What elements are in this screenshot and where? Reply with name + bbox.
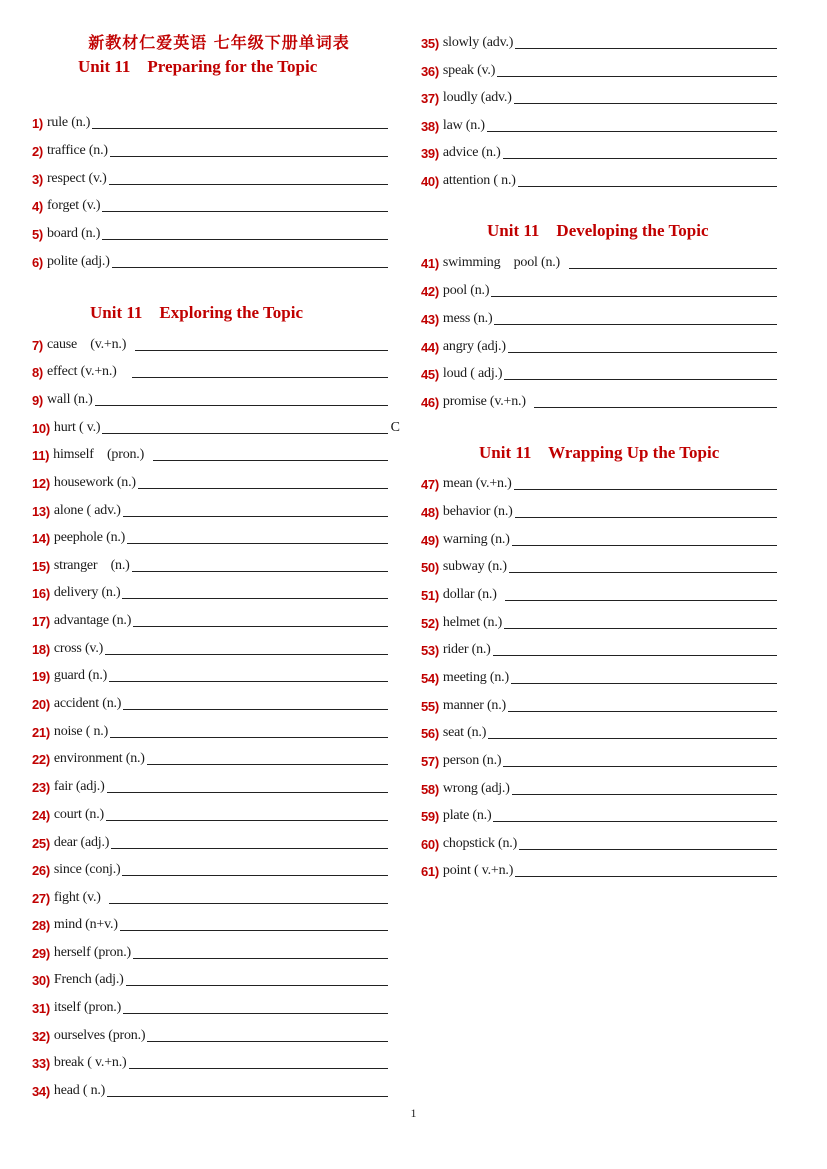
vocab-row — [32, 166, 388, 186]
vocab-word: mean (v.+n.) — [442, 476, 512, 491]
vocab-word: advice (n.) — [442, 145, 501, 160]
vocab-row — [32, 719, 388, 739]
answer-line[interactable] — [515, 875, 777, 877]
answer-line[interactable] — [132, 570, 388, 572]
vocab-word: effect (v.+n.) — [46, 364, 130, 379]
vocab-number: 48) — [421, 505, 439, 520]
vocab-row — [32, 387, 388, 407]
vocab-word: fight (v.) — [53, 890, 108, 905]
vocab-number: 15) — [32, 559, 50, 574]
answer-line[interactable] — [504, 378, 777, 380]
vocab-number: 4) — [32, 199, 43, 214]
vocab-word: loud ( adj.) — [442, 366, 503, 381]
vocab-word: slowly (adv.) — [442, 35, 514, 50]
vocab-number: 14) — [32, 531, 50, 546]
vocab-word: break ( v.+n.) — [53, 1055, 127, 1070]
vocab-number: 7) — [32, 338, 43, 353]
vocab-word: rider (n.) — [442, 642, 491, 657]
vocab-word: speak (v.) — [442, 63, 496, 78]
answer-line[interactable] — [515, 516, 777, 518]
vocab-row — [421, 582, 777, 602]
vocab-word: polite (adj.) — [46, 254, 110, 269]
vocab-row — [421, 554, 777, 574]
vocab-row — [32, 442, 388, 462]
vocab-word: chopstick (n.) — [442, 836, 518, 851]
vocab-number: 49) — [421, 533, 439, 548]
answer-line[interactable] — [111, 847, 388, 849]
vocab-word: wall (n.) — [46, 392, 93, 407]
vocab-number: 36) — [421, 64, 439, 79]
vocab-row — [32, 802, 388, 822]
vocab-number: 11) — [32, 448, 50, 463]
vocab-word: law (n.) — [442, 118, 485, 133]
answer-line[interactable] — [133, 625, 388, 627]
answer-line[interactable] — [147, 763, 388, 765]
vocab-word: herself (pron.) — [53, 945, 131, 960]
answer-line[interactable] — [122, 874, 388, 876]
section-heading-preparing: Unit 11 Preparing for the Topic — [78, 57, 318, 76]
answer-line[interactable] — [95, 404, 388, 406]
vocab-row — [32, 359, 388, 379]
vocab-number: 53) — [421, 643, 439, 658]
vocab-number: 23) — [32, 780, 50, 795]
vocab-row — [421, 831, 777, 851]
vocab-number: 44) — [421, 340, 439, 355]
vocab-number: 31) — [32, 1001, 50, 1016]
vocab-row — [421, 499, 777, 519]
vocab-row — [421, 250, 777, 270]
vocab-word: pool (n.) — [442, 283, 490, 298]
vocab-row — [32, 663, 388, 683]
vocab-word: himself (pron.) — [53, 447, 151, 462]
vocab-number: 60) — [421, 837, 439, 852]
vocab-number: 43) — [421, 312, 439, 327]
vocab-row — [32, 110, 388, 130]
vocab-row — [32, 138, 388, 158]
vocab-number: 26) — [32, 863, 50, 878]
vocab-number: 50) — [421, 560, 439, 575]
vocab-row — [421, 85, 777, 105]
vocab-word: head ( n.) — [53, 1083, 106, 1098]
vocab-number: 30) — [32, 973, 50, 988]
vocab-word: subway (n.) — [442, 559, 507, 574]
vocab-word: warning (n.) — [442, 532, 510, 547]
vocab-row — [32, 967, 388, 987]
vocab-number: 37) — [421, 91, 439, 106]
vocab-word: stranger (n.) — [53, 558, 130, 573]
vocab-word: traffice (n.) — [46, 143, 108, 158]
vocab-row — [32, 553, 388, 573]
vocab-row — [32, 470, 388, 490]
vocab-number: 46) — [421, 395, 439, 410]
answer-line[interactable] — [120, 929, 388, 931]
vocab-row — [32, 1023, 388, 1043]
vocab-number: 6) — [32, 255, 43, 270]
vocab-row — [32, 885, 388, 905]
vocab-number: 35) — [421, 36, 439, 51]
vocab-word: since (conj.) — [53, 862, 121, 877]
answer-line[interactable] — [494, 323, 777, 325]
answer-line[interactable] — [102, 238, 388, 240]
vocab-word: court (n.) — [53, 807, 104, 822]
vocab-number: 57) — [421, 754, 439, 769]
vocab-row — [421, 306, 777, 326]
answer-line[interactable] — [127, 542, 388, 544]
answer-line[interactable] — [147, 1040, 388, 1042]
answer-line[interactable] — [102, 432, 388, 434]
vocab-number: 29) — [32, 946, 50, 961]
vocab-number: 22) — [32, 752, 50, 767]
vocab-word: swimming pool (n.) — [442, 255, 567, 270]
vocab-word: angry (adj.) — [442, 339, 506, 354]
vocab-number: 61) — [421, 864, 439, 879]
vocab-number: 55) — [421, 699, 439, 714]
answer-line[interactable] — [503, 157, 777, 159]
vocab-row — [421, 168, 777, 188]
vocab-word: promise (v.+n.) — [442, 394, 533, 409]
answer-line[interactable] — [514, 488, 777, 490]
section-heading-exploring: Unit 11 Exploring the Topic — [90, 303, 304, 322]
vocab-row — [421, 776, 777, 796]
vocab-word: manner (n.) — [442, 698, 506, 713]
vocab-number: 58) — [421, 782, 439, 797]
vocab-word: ourselves (pron.) — [53, 1028, 146, 1043]
vocab-row — [421, 720, 777, 740]
answer-line[interactable] — [487, 130, 777, 132]
vocab-word: accident (n.) — [53, 696, 122, 711]
vocab-number: 28) — [32, 918, 50, 933]
vocab-row — [421, 858, 777, 878]
answer-line[interactable] — [135, 349, 388, 351]
vocab-word: itself (pron.) — [53, 1000, 122, 1015]
vocab-word: person (n.) — [442, 753, 502, 768]
vocab-number: 21) — [32, 725, 50, 740]
stray-mark: C — [390, 420, 400, 435]
vocab-word: peephole (n.) — [53, 530, 126, 545]
page-number: 1 — [410, 1106, 417, 1120]
vocab-number: 38) — [421, 119, 439, 134]
answer-line[interactable] — [110, 736, 388, 738]
vocab-word: alone ( adv.) — [53, 503, 121, 518]
vocab-word: mess (n.) — [442, 311, 493, 326]
vocab-row — [32, 193, 388, 213]
vocab-row — [32, 221, 388, 241]
vocab-number: 52) — [421, 616, 439, 631]
vocab-number: 8) — [32, 365, 43, 380]
vocab-row — [32, 332, 388, 352]
vocab-number: 20) — [32, 697, 50, 712]
vocab-number: 56) — [421, 726, 439, 741]
vocab-word: behavior (n.) — [442, 504, 513, 519]
answer-line[interactable] — [109, 183, 388, 185]
vocab-row — [32, 857, 388, 877]
vocab-row — [421, 803, 777, 823]
vocab-number: 41) — [421, 256, 439, 271]
vocab-number: 27) — [32, 891, 50, 906]
vocab-row — [421, 637, 777, 657]
vocab-row — [32, 580, 388, 600]
vocab-word: helmet (n.) — [442, 615, 503, 630]
vocab-word: loudly (adv.) — [442, 90, 512, 105]
answer-line[interactable] — [511, 682, 777, 684]
answer-line[interactable] — [123, 708, 388, 710]
vocab-word: hurt ( v.) — [53, 420, 101, 435]
answer-line[interactable] — [512, 793, 777, 795]
vocab-number: 17) — [32, 614, 50, 629]
vocab-word: respect (v.) — [46, 171, 107, 186]
vocab-number: 34) — [32, 1084, 50, 1099]
vocab-row — [421, 140, 777, 160]
vocab-number: 24) — [32, 808, 50, 823]
answer-line[interactable] — [102, 210, 388, 212]
vocab-word: dollar (n.) — [442, 587, 504, 602]
vocab-row — [32, 940, 388, 960]
answer-line[interactable] — [153, 459, 388, 461]
vocab-row — [32, 830, 388, 850]
answer-line[interactable] — [534, 406, 777, 408]
vocab-row — [421, 278, 777, 298]
vocab-number: 19) — [32, 669, 50, 684]
answer-line[interactable] — [129, 1067, 389, 1069]
vocab-row — [421, 748, 777, 768]
vocab-row — [32, 912, 388, 932]
vocab-number: 16) — [32, 586, 50, 601]
vocab-row — [421, 389, 777, 409]
answer-line[interactable] — [123, 515, 388, 517]
vocab-row — [421, 693, 777, 713]
answer-line[interactable] — [110, 155, 388, 157]
vocab-word: rule (n.) — [46, 115, 91, 130]
answer-line[interactable] — [505, 599, 777, 601]
vocab-row — [421, 334, 777, 354]
vocab-row — [32, 746, 388, 766]
vocab-number: 13) — [32, 504, 50, 519]
vocab-number: 25) — [32, 836, 50, 851]
vocab-word: guard (n.) — [53, 668, 108, 683]
answer-line[interactable] — [491, 295, 777, 297]
vocab-row — [421, 471, 777, 491]
answer-line[interactable] — [109, 680, 388, 682]
vocab-word: cross (v.) — [53, 641, 104, 656]
vocab-number: 12) — [32, 476, 50, 491]
vocab-number: 40) — [421, 174, 439, 189]
answer-line[interactable] — [107, 1095, 388, 1097]
vocab-row — [421, 527, 777, 547]
answer-line[interactable] — [493, 820, 777, 822]
vocab-row — [32, 249, 388, 269]
answer-line[interactable] — [133, 957, 388, 959]
vocab-row — [421, 30, 777, 50]
vocab-row — [32, 608, 388, 628]
vocab-word: fair (adj.) — [53, 779, 105, 794]
vocab-word: dear (adj.) — [53, 835, 110, 850]
vocab-row — [32, 774, 388, 794]
vocab-word: advantage (n.) — [53, 613, 132, 628]
vocab-row — [32, 525, 388, 545]
vocab-number: 3) — [32, 172, 43, 187]
answer-line[interactable] — [509, 571, 777, 573]
answer-line[interactable] — [519, 848, 777, 850]
vocab-word: mind (n+v.) — [53, 917, 118, 932]
vocab-row — [32, 415, 400, 436]
vocab-row — [32, 498, 388, 518]
answer-line[interactable] — [515, 47, 777, 49]
vocab-word: meeting (n.) — [442, 670, 509, 685]
vocab-row — [32, 636, 388, 656]
vocab-word: forget (v.) — [46, 198, 101, 213]
answer-line[interactable] — [106, 819, 388, 821]
answer-line[interactable] — [508, 710, 777, 712]
answer-line[interactable] — [503, 765, 777, 767]
vocab-word: attention ( n.) — [442, 173, 516, 188]
vocab-row — [32, 691, 388, 711]
answer-line[interactable] — [508, 351, 777, 353]
answer-line[interactable] — [138, 487, 388, 489]
section-heading-wrapping: Unit 11 Wrapping Up the Topic — [479, 443, 720, 462]
vocab-number: 59) — [421, 809, 439, 824]
vocab-row — [421, 58, 777, 78]
answer-line[interactable] — [122, 597, 388, 599]
answer-line[interactable] — [92, 127, 388, 129]
vocab-row — [421, 610, 777, 630]
vocab-number: 32) — [32, 1029, 50, 1044]
answer-line[interactable] — [493, 654, 777, 656]
answer-line[interactable] — [112, 266, 388, 268]
vocab-number: 9) — [32, 393, 43, 408]
answer-line[interactable] — [497, 75, 777, 77]
vocab-word: French (adj.) — [53, 972, 124, 987]
vocab-row — [32, 1078, 388, 1098]
answer-line[interactable] — [126, 984, 388, 986]
answer-line[interactable] — [132, 376, 388, 378]
vocab-number: 45) — [421, 367, 439, 382]
answer-line[interactable] — [107, 791, 388, 793]
answer-line[interactable] — [109, 902, 388, 904]
vocab-row — [421, 665, 777, 685]
vocab-number: 10) — [32, 421, 50, 436]
vocab-number: 54) — [421, 671, 439, 686]
vocab-word: board (n.) — [46, 226, 101, 241]
vocab-number: 47) — [421, 477, 439, 492]
vocab-word: cause (v.+n.) — [46, 337, 133, 352]
vocab-number: 2) — [32, 144, 43, 159]
vocab-word: plate (n.) — [442, 808, 492, 823]
page-title: 新教材仁爱英语 七年级下册单词表 — [88, 33, 350, 52]
answer-line[interactable] — [514, 102, 777, 104]
answer-line[interactable] — [488, 737, 777, 739]
vocab-word: environment (n.) — [53, 751, 145, 766]
vocab-row — [32, 995, 388, 1015]
section-heading-developing: Unit 11 Developing the Topic — [487, 221, 709, 240]
vocab-number: 1) — [32, 116, 43, 131]
vocab-number: 42) — [421, 284, 439, 299]
vocab-row — [32, 1050, 388, 1070]
answer-line[interactable] — [569, 267, 777, 269]
answer-line[interactable] — [512, 544, 777, 546]
vocab-word: seat (n.) — [442, 725, 487, 740]
vocab-number: 51) — [421, 588, 439, 603]
vocab-number: 39) — [421, 146, 439, 161]
vocab-row — [421, 113, 777, 133]
vocab-number: 18) — [32, 642, 50, 657]
vocab-number: 33) — [32, 1056, 50, 1071]
vocab-word: wrong (adj.) — [442, 781, 510, 796]
vocab-word: noise ( n.) — [53, 724, 109, 739]
vocab-word: housework (n.) — [53, 475, 136, 490]
answer-line[interactable] — [105, 653, 388, 655]
answer-line[interactable] — [123, 1012, 388, 1014]
vocab-number: 5) — [32, 227, 43, 242]
answer-line[interactable] — [504, 627, 777, 629]
vocab-row — [421, 361, 777, 381]
vocab-word: delivery (n.) — [53, 585, 121, 600]
answer-line[interactable] — [518, 185, 777, 187]
vocab-word: point ( v.+n.) — [442, 863, 514, 878]
